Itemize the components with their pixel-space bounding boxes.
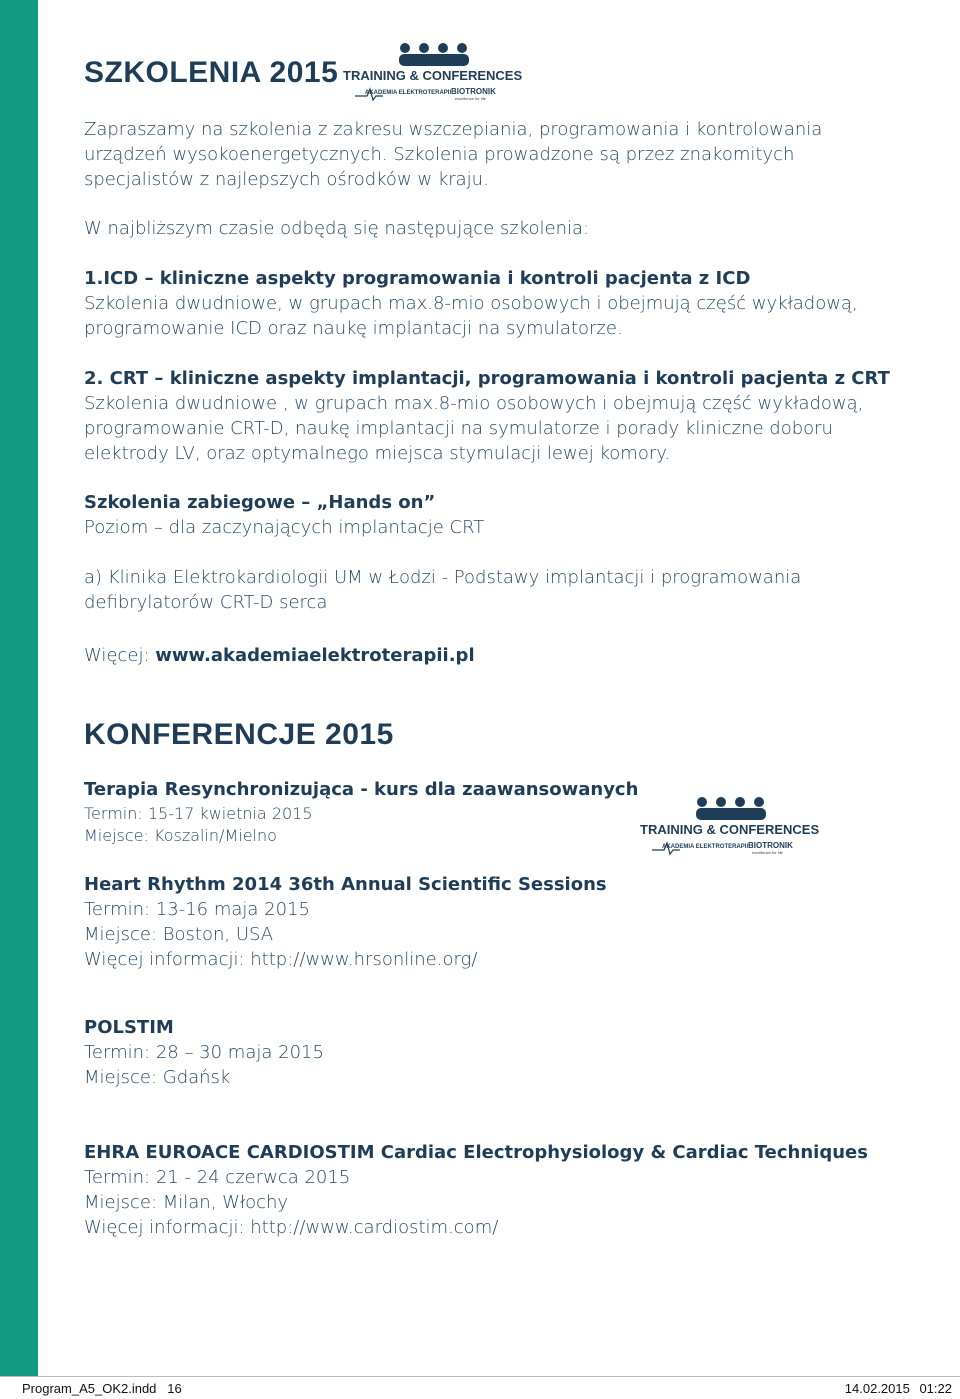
training-conferences-logo-2 [640,796,820,858]
item2-line-2: programowanie CRT-D, naukę implantacji na symulatorze i porady kliniczne doboru [84,418,833,439]
szkolenia-title: SZKOLENIA 2015 [84,56,339,89]
item2-line-1: Szkolenia dwudniowe , w grupach max.8-mio osobowych i obejmują część wykładową, [84,393,864,414]
logo-text-2: TRAINING & CONFERENCES [640,822,820,837]
event1-line-2: Miejsce: Koszalin/Mielno [84,826,277,845]
event3-title: POLSTIM [84,1017,174,1038]
more-label: Więcej: [84,645,156,666]
item1-line-1: Szkolenia dwudniowe, w grupach max.8-mio osobowych i obejmują część wykładową, [84,293,858,314]
item1-line-2: programowanie ICD oraz naukę implantacji na symulatorze. [84,318,623,339]
lead-text: W najbliższym czasie odbędą się następujące szkolenia: [84,218,590,239]
logo-biotronik: BIOTRONIK [451,87,496,96]
logo-tagline-2: excellence for life [752,850,783,855]
event4-line-1: Termin: 21 - 24 czerwca 2015 [84,1167,351,1188]
item2-title: 2. CRT – kliniczne aspekty implantacji, programowania i kontroli pacjenta z CRT [84,368,890,389]
more-info [84,643,475,668]
intro-line-1: Zapraszamy na szkolenia z zakresu wszczepiania, programowania i kontrolowania [84,119,823,140]
event1-title: Terapia Resynchronizująca - kurs dla zaawansowanych [84,779,639,800]
akademia-link[interactable]: www.akademiaelektroterapii.pl [155,645,475,666]
handson-a-line-2: defibrylatorów CRT-D serca [84,592,328,613]
accent-side-bar [0,0,38,1376]
event4-title: EHRA EUROACE CARDIOSTIM Cardiac Electrophysiology & Cardiac Techniques [84,1142,868,1163]
konferencje-title: KONFERENCJE 2015 [84,718,394,751]
event2-line-1: Termin: 13-16 maja 2015 [84,899,310,920]
event1-line-1: Termin: 15-17 kwietnia 2015 [84,804,313,823]
logo-akademia: AKADEMIA ELEKTROTERAPII [365,90,452,96]
intro-line-3: specjalistów z najlepszych ośrodków w kraju. [84,169,489,190]
item2-line-3: elektrody LV, oraz optymalnego miejsca stymulacji lewej komory. [84,443,671,464]
footer-date: 14.02.2015 01:22 [844,1381,952,1396]
event3-line-1: Termin: 28 – 30 maja 2015 [84,1042,324,1063]
event3-line-2: Miejsce: Gdańsk [84,1067,231,1088]
handson-title: Szkolenia zabiegowe – „Hands on” [84,492,436,513]
event2-line-3[interactable]: Więcej informacji: http://www.hrsonline.org/ [84,949,478,970]
logo-biotronik-2: BIOTRONIK [748,841,793,850]
logo-tagline: excellence for life [455,96,486,101]
footer-filename: Program_A5_OK2.indd 16 [22,1381,182,1396]
item1-title: 1.ICD – kliniczne aspekty programowania i kontroli pacjenta z ICD [84,268,751,289]
logo-text: TRAINING & CONFERENCES [343,68,523,83]
event4-line-2: Miejsce: Milan, Włochy [84,1192,289,1213]
event2-line-2: Miejsce: Boston, USA [84,924,274,945]
event2-title: Heart Rhythm 2014 36th Annual Scientific Sessions [84,874,607,895]
handson-a-line-1: a) Klinika Elektrokardiologii UM w Łodzi - Podstawy implantacji i programowania [84,567,802,588]
event4-line-3[interactable]: Więcej informacji: http://www.cardiostim.com/ [84,1217,499,1238]
intro-line-2: urządzeń wysokoenergetycznych. Szkolenia prowadzone są przez znakomitych [84,144,795,165]
handson-level: Poziom – dla zaczynających implantacje CRT [84,517,485,538]
logo-akademia-2: AKADEMIA ELEKTROTERAPII [662,844,749,850]
training-conferences-logo [343,42,523,104]
